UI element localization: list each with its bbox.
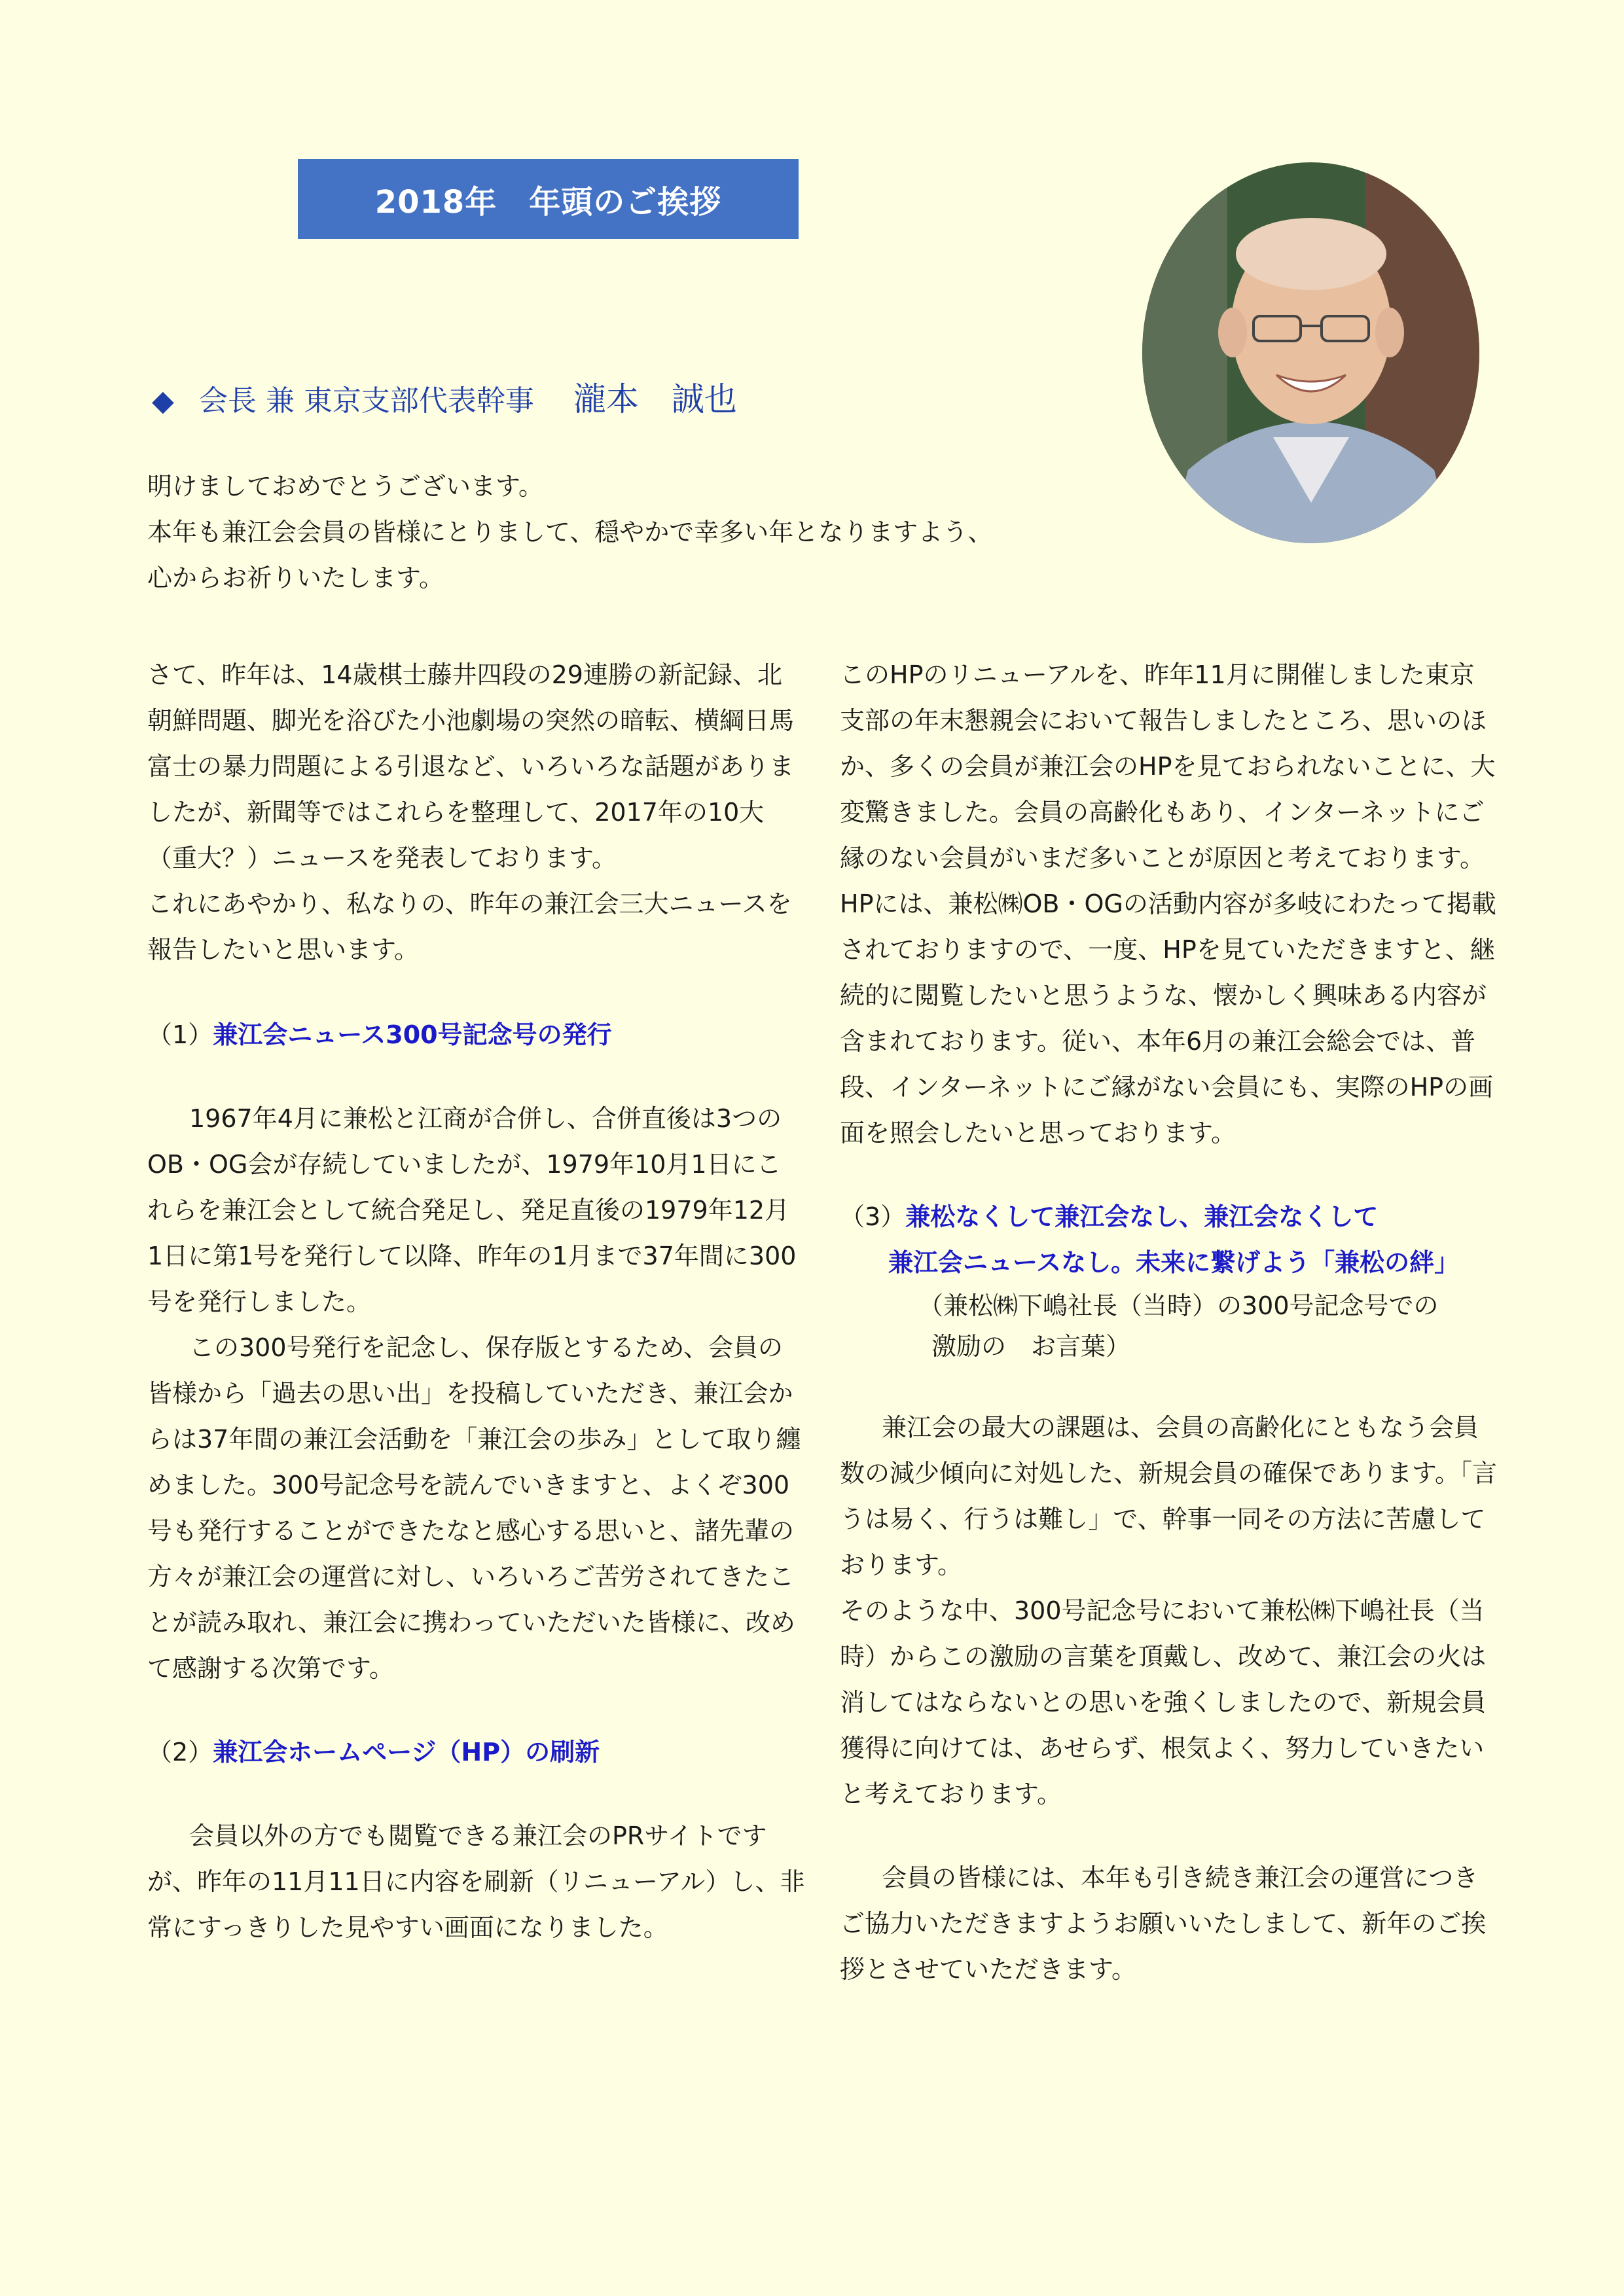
paragraph: このHPのリニューアルを、昨年11月に開催しました東京支部の年末懇親会において報告しましたところ、思いのほか、多くの会員が兼江会のHPを見ておられないことに、大変驚きました。会員の高齢化もあり、インターネットにご縁のない会員がいまだ多いことが原因と考えております。 [840, 660, 1496, 872]
paragraph: さて、昨年は、14歳棋士藤井四段の29連勝の新記録、北朝鮮問題、脚光を浴びた小池劇場の突然の暗転、横綱日馬富士の暴力問題による引退など、いろいろな話題がありましたが、新聞等ではこれらを整理して、2017年の10大（重大？）ニュースを発表しております。 [147, 660, 795, 872]
section-title: 兼江会ニュース300号記念号の発行 [213, 1020, 612, 1049]
section-heading-3 [840, 1194, 1498, 1240]
paragraph: 兼江会の最大の課題は、会員の高齢化にともなう会員数の減少傾向に対処した、新規会員の確保であります。「言うは易く、行うは難し」で、幹事一同その方法に苦慮しております。 [840, 1413, 1497, 1579]
quote-line: 激励の お言葉） [931, 1332, 1131, 1361]
author-line [152, 373, 737, 420]
right-column [840, 652, 1498, 1992]
forehead [1236, 218, 1386, 290]
paragraph: 会員の皆様には、本年も引き続き兼江会の運営につきご協力いただきますようお願いいたしまして、新年のご挨拶とさせていただきます。 [840, 1863, 1487, 1984]
left-column [147, 652, 805, 1950]
portrait-illustration [1142, 162, 1479, 543]
page-title [298, 159, 799, 239]
paragraph: この300号発行を記念し、保存版とするため、会員の皆様から「過去の思い出」を投稿していただき、兼江会からは37年間の兼江会活動を「兼江会の歩み」として取り纏めました。300号記念号を読んでいきますと、よくぞ300号も発行することができたなと感心する思いと、諸先輩の方々が兼江会の運営に対し、いろいろご苦労されてきたことが読み取れ、兼江会に携わっていただいた皆様に、改めて感謝する次第です。 [147, 1333, 801, 1683]
quote-line: （兼松㈱下嶋社長（当時）の300号記念号での [918, 1291, 1439, 1320]
intro-line: 本年も兼江会会員の皆様にとりまして、穏やかで幸多い年となりますよう、 [147, 518, 993, 547]
diamond-bullet-icon: ◆ [152, 384, 174, 418]
page-title-text: 2018年 年頭のご挨拶 [374, 183, 722, 221]
paragraph: 会員以外の方でも閲覧できる兼江会のPRサイトですが、昨年の11月11日に内容を刷新（リニューアル）し、非常にすっきりした見やすい画面になりました。 [147, 1821, 805, 1942]
quote-attribution [840, 1285, 1498, 1367]
ear-right [1375, 308, 1404, 357]
author-role: 会長 兼 東京支部代表幹事 [198, 384, 534, 418]
intro-line: 心からお祈りいたします。 [147, 564, 444, 592]
paragraph: これにあやかり、私なりの、昨年の兼江会三大ニュースを報告したいと思います。 [147, 889, 792, 964]
portrait-photo [1142, 162, 1479, 543]
author-name: 瀧本 誠也 [573, 380, 737, 418]
paragraph: 1967年4月に兼松と江商が合併し、合併直後は3つのOB・OG会が存続していましたが、1979年10月1日にこれらを兼江会として統合発足し、発足直後の1979年12月1日に第1号を発行して以降、昨年の1月まで37年間に300号を発行しました。 [147, 1104, 797, 1316]
ear-left [1218, 308, 1247, 357]
section-heading-2 [147, 1729, 805, 1775]
paragraph: そのような中、300号記念号において兼松㈱下嶋社長（当時）からこの激励の言葉を頂戴し、改めて、兼江会の火は消してはならないとの思いを強くしましたので、新規会員獲得に向けては、あせらず、根気よく、努力していきたいと考えております。 [840, 1596, 1487, 1808]
section-number: （3） [840, 1202, 906, 1231]
section-number: （1） [147, 1020, 213, 1049]
section-title: 兼江会ホームページ（HP）の刷新 [213, 1738, 600, 1767]
section-heading-3-line2: 兼江会ニュースなし。未来に繋げよう「兼松の絆」 [888, 1248, 1460, 1277]
intro-greeting [147, 463, 1064, 601]
section-heading-1 [147, 1012, 805, 1058]
section-title: 兼松なくして兼江会なし、兼江会なくして [905, 1202, 1379, 1231]
intro-line: 明けましておめでとうございます。 [147, 472, 543, 501]
paragraph: HPには、兼松㈱OB・OGの活動内容が多岐にわたって掲載されておりますので、一度、HPを見ていただきますと、継続的に閲覧したいと思うような、懐かしく興味ある内容が含まれております。従い、本年6月の兼江会総会では、普段、インターネットにご縁がない会員にも、実際のHPの画面を照会したいと思っております。 [840, 889, 1496, 1147]
section-number: （2） [147, 1738, 213, 1767]
